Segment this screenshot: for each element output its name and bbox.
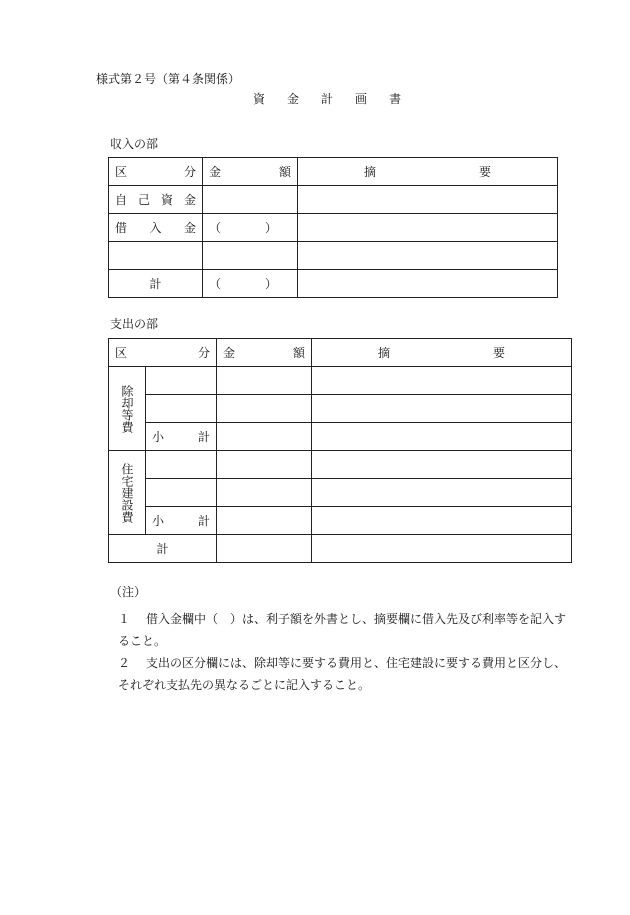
housing-summary[interactable]	[312, 451, 572, 479]
housing-summary[interactable]	[312, 479, 572, 507]
removal-amount[interactable]	[217, 395, 312, 423]
amount-header: 金 額	[217, 339, 312, 367]
housing-group-label: 住宅建設費	[109, 451, 146, 535]
removal-summary[interactable]	[312, 367, 572, 395]
title-char: 画	[355, 92, 368, 106]
title-char: 書	[389, 92, 402, 106]
housing-item[interactable]	[146, 451, 217, 479]
income-section-label: 収入の部	[110, 137, 159, 151]
income-total-row	[109, 270, 558, 298]
removal-item[interactable]	[146, 395, 217, 423]
income-total-label: 計	[109, 270, 203, 298]
note-number: １	[118, 612, 131, 626]
housing-subtotal-summary[interactable]	[312, 507, 572, 535]
borrowed-summary[interactable]	[298, 214, 558, 242]
expense-table	[108, 338, 572, 563]
housing-subtotal-amount[interactable]	[217, 507, 312, 535]
own-funds-label: 自 己 資 金	[109, 186, 203, 214]
blank-income-row	[109, 242, 558, 270]
removal-subtotal-summary[interactable]	[312, 423, 572, 451]
form-number: 様式第２号（第４条関係）	[96, 72, 241, 86]
removal-subtotal-row	[109, 423, 572, 451]
expense-total-label: 計	[109, 535, 217, 563]
housing-row	[109, 479, 572, 507]
blank-amount[interactable]	[203, 242, 298, 270]
removal-row	[109, 367, 572, 395]
note-text: 借入金欄中（ ）は、利子額を外書とし、摘要欄に借入先及び利率等を記入すること。	[118, 612, 567, 648]
housing-subtotal-row	[109, 507, 572, 535]
document-title	[253, 90, 423, 107]
expense-total-summary[interactable]	[312, 535, 572, 563]
category-header: 区 分	[109, 158, 203, 186]
title-char: 資	[253, 92, 266, 106]
title-char: 金	[287, 92, 300, 106]
removal-amount[interactable]	[217, 367, 312, 395]
own-funds-summary[interactable]	[298, 186, 558, 214]
blank-label[interactable]	[109, 242, 203, 270]
expense-header-row	[109, 339, 572, 367]
notes-heading: （注）	[110, 585, 147, 599]
income-header-row	[109, 158, 558, 186]
housing-amount[interactable]	[217, 451, 312, 479]
summary-header: 摘 要	[298, 158, 558, 186]
amount-header: 金 額	[203, 158, 298, 186]
removal-summary[interactable]	[312, 395, 572, 423]
removal-row	[109, 395, 572, 423]
borrowed-amount[interactable]: （ ）	[203, 214, 298, 242]
expense-section-label: 支出の部	[110, 317, 159, 331]
own-funds-row	[109, 186, 558, 214]
expense-total-amount[interactable]	[217, 535, 312, 563]
removal-item[interactable]	[146, 367, 217, 395]
removal-group-label: 除却等費	[109, 367, 146, 451]
summary-header: 摘 要	[312, 339, 572, 367]
note-text: 支出の区分欄には、除却等に要する費用と、住宅建設に要する費用と区分し、それぞれ支払先の異なるごとに記入すること。	[118, 656, 567, 692]
housing-subtotal-label: 小 計	[146, 507, 217, 535]
expense-total-row	[109, 535, 572, 563]
borrowed-row	[109, 214, 558, 242]
own-funds-amount[interactable]	[203, 186, 298, 214]
category-header: 区 分	[109, 339, 217, 367]
housing-amount[interactable]	[217, 479, 312, 507]
income-total-summary[interactable]	[298, 270, 558, 298]
removal-subtotal-label: 小 計	[146, 423, 217, 451]
income-table	[108, 157, 558, 298]
borrowed-label: 借 入 金	[109, 214, 203, 242]
note-number: ２	[118, 656, 131, 670]
housing-row	[109, 451, 572, 479]
note-item	[118, 652, 576, 696]
note-item	[118, 608, 576, 652]
blank-summary[interactable]	[298, 242, 558, 270]
removal-subtotal-amount[interactable]	[217, 423, 312, 451]
title-char: 計	[321, 92, 334, 106]
income-total-amount[interactable]: （ ）	[203, 270, 298, 298]
housing-item[interactable]	[146, 479, 217, 507]
